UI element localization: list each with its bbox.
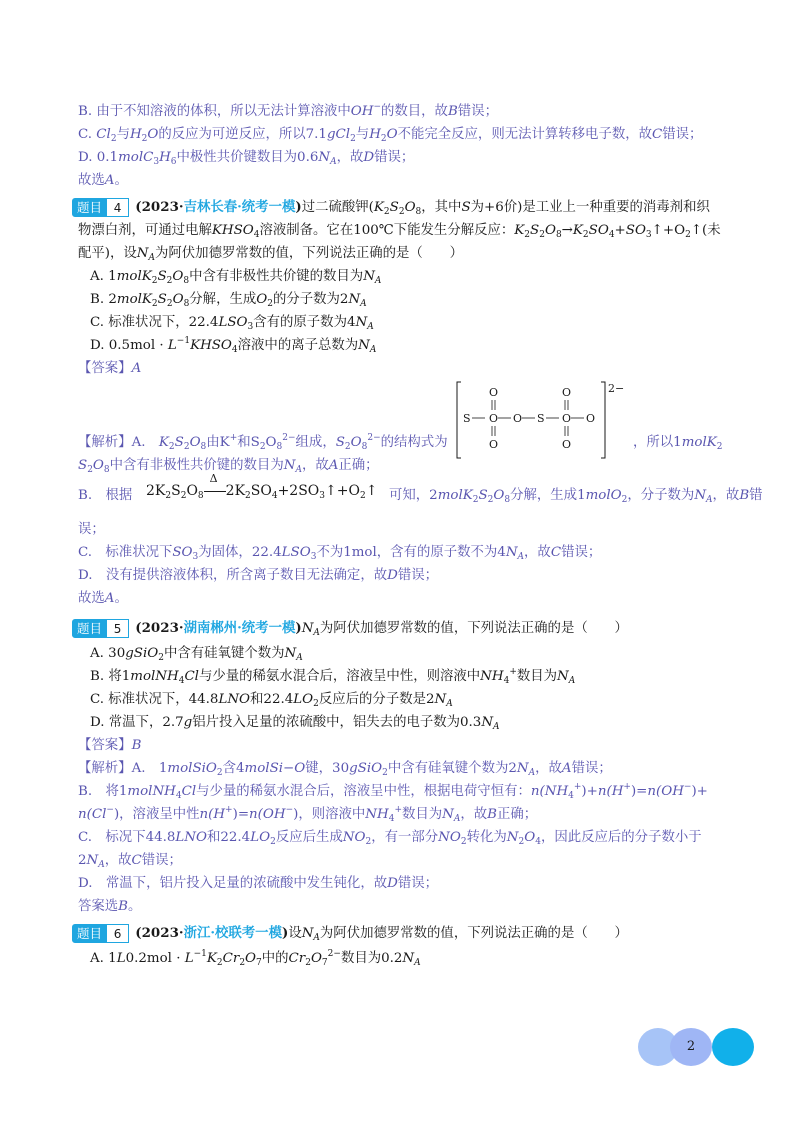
- struct-atom-o-right: O: [586, 412, 596, 425]
- q4-stem-line3: 配平)，设$N_A$为阿伏加德罗常数的值，下列说法正确的是（ ）: [78, 246, 463, 263]
- q6-stem: 题目 6 (2023·浙江·校联考一模)设$N_A$为阿伏加德罗常数的值，下列说法正确的是（ ）: [72, 922, 628, 945]
- prev-explanation-c: C. $Cl_2$与$H_2O$的反应为可逆反应，所以7.1gCl$_2$与$H_2O$不能完全反应，则无法计算转移电子数，故C错误；: [78, 127, 703, 144]
- struct-atom-o-top-1: O: [489, 386, 499, 399]
- q5-explanation-b-line2: n(Cl−)，溶液呈中性n(H+)=n(OH−)，则溶液中$NH_4^+$数目为$N_A$，故B正确；: [78, 805, 538, 824]
- q4-explanation-a-line2: $S_2O_8$中含有非极性共价键的数目为$N_A$，故A正确；: [78, 458, 379, 475]
- q4-explanation-b-line1: B. 根据: [78, 488, 133, 503]
- q4-explanation-c: C. 标准状况下$SO_3$为固体，$22.4LSO_3$不为1mol，含有的原子数不为$4N_A$，故C错误；: [78, 545, 602, 562]
- q5-explanation-a: 【解析】A. 1molSiO$_2$含4molSi−O键，30gSiO$_2$中含有硅氧键个数为$2N_A$，故A错误；: [78, 761, 612, 778]
- page-number: 2: [686, 1039, 696, 1054]
- q5-option-c: C. 标准状况下，44.8LNO和$22.4LO_2$反应后的分子数是$2N_A$: [90, 692, 453, 709]
- struct-atom-o-bottom-1: O: [489, 438, 499, 451]
- peroxydisulfate-structure: [455, 380, 625, 460]
- q5-explanation-c-line2: $2N_A$，故C错误；: [78, 853, 182, 870]
- q6-option-a: A. $1L0.2mol \cdot L^{-1}K_2Cr_2O_7$中的$Cr_2O_7^{2-}$数目为$0.2N_A$: [90, 949, 421, 968]
- page-number-circle-right: [712, 1028, 754, 1066]
- struct-atom-o-bridge-1: O: [513, 412, 523, 425]
- struct-atom-s-1: O: [489, 412, 499, 425]
- prev-conclusion: 故选A。: [78, 173, 128, 188]
- q5-answer: 【答案】B: [78, 738, 142, 753]
- struct-atom-o-bottom-2: O: [562, 438, 572, 451]
- page-number-badge: [638, 1028, 754, 1066]
- q4-option-d: D. $0.5mol \cdot L^{-1}KHSO_4$溶液中的离子总数为$N_A$: [90, 336, 377, 355]
- q4-stem-line1: 题目 4 (2023·吉林长春·统考一模)过二硫酸钾($K_2S_2O_8$，其中S为+6价)是工业上一种重要的消毒剂和织: [72, 196, 710, 219]
- q5-explanation-b-line1: B. 将1molNH$_4$Cl与少量的稀氨水混合后，溶液呈中性，根据电荷守恒有：$n(NH_4^+)+n(H^+)=n(OH^-)+$: [78, 782, 708, 801]
- question-badge: 题目 4: [72, 198, 129, 217]
- q4-conclusion: 故选A。: [78, 591, 128, 606]
- q4-explanation-a-line1-tail: ，所以1molK$_2$: [633, 435, 723, 452]
- q5-explanation-d: D. 常温下，铝片投入足量的浓硫酸中发生钝化，故D错误；: [78, 876, 439, 891]
- q5-stem: 题目 5 (2023·湖南郴州·统考一模)$N_A$为阿伏加德罗常数的值，下列说法正确的是（ ）: [72, 617, 628, 640]
- q5-explanation-c-line1: C. 标况下44.8LNO和$22.4LO_2$反应后生成$NO_2$，有一部分$NO_2$转化为$N_2O_4$，因此反应后的分子数小于: [78, 830, 702, 847]
- q5-option-d: D. 常温下，2.7g铝片投入足量的浓硫酸中，铝失去的电子数为$0.3N_A$: [90, 715, 500, 732]
- q4-explanation-b-line1-tail: 可知，$2molK_2S_2O_8$分解，生成1molO$_2$，分子数为$N_A$，故B错: [389, 488, 763, 505]
- struct-atom-o-bridge-2: S: [537, 412, 545, 425]
- prev-explanation-b: B. 由于不知溶液的体积，所以无法计算溶液中OH−的数目，故B错误；: [78, 102, 498, 119]
- q5-option-b: B. 将1molNH$_4$Cl与少量的稀氨水混合后，溶液呈中性，则溶液中$NH_4^+$数目为$N_A$: [90, 667, 576, 686]
- decomposition-equation: $2K_2S_2O_8$ Δ $2K_2SO_4+2SO_3↑+O_2↑$: [146, 472, 378, 501]
- q5-option-a: A. 30gSiO$_2$中含有硅氧键个数为$N_A$: [90, 646, 303, 663]
- q4-explanation-b-line2: 误；: [78, 522, 105, 537]
- q4-explanation-a-line1: 【解析】A. $K_2S_2O_8$由K+和$S_2O_8^{2-}$组成，$S_2O_8^{2-}$的结构式为: [78, 433, 448, 452]
- prev-explanation-d: D. $0.1molC_3H_6$中极性共价键数目为$0.6N_A$，故D错误；: [78, 150, 415, 167]
- struct-charge: 2−: [608, 382, 625, 395]
- struct-atom-o-top-2: O: [562, 386, 572, 399]
- question-badge: 题目 5: [72, 619, 129, 638]
- struct-atom-s-2: O: [562, 412, 572, 425]
- q4-option-b: B. $2molK_2S_2O_8$分解，生成$O_2$的分子数为$2N_A$: [90, 292, 367, 309]
- q4-option-a: A. $1molK_2S_2O_8$中含有非极性共价键的数目为$N_A$: [90, 269, 382, 286]
- struct-bracket-right: [601, 382, 605, 458]
- q4-explanation-d: D. 没有提供溶液体积，所含离子数目无法确定，故D错误；: [78, 568, 439, 583]
- q5-conclusion: 答案选B。: [78, 899, 142, 914]
- q4-option-c: C. 标准状况下，$22.4LSO_3$含有的原子数为$4N_A$: [90, 315, 374, 332]
- question-badge: 题目 6: [72, 924, 129, 943]
- q4-stem-line2: 物漂白剂，可通过电解$KHSO_4$溶液制备。它在100℃下能发生分解反应：$K_2S_2O_8\to K_2SO_4+SO_3↑+O_2↑$(未: [78, 223, 721, 240]
- struct-bracket-left: [457, 382, 461, 458]
- struct-atom-o-left: S: [463, 412, 471, 425]
- q4-answer: 【答案】A: [78, 361, 142, 376]
